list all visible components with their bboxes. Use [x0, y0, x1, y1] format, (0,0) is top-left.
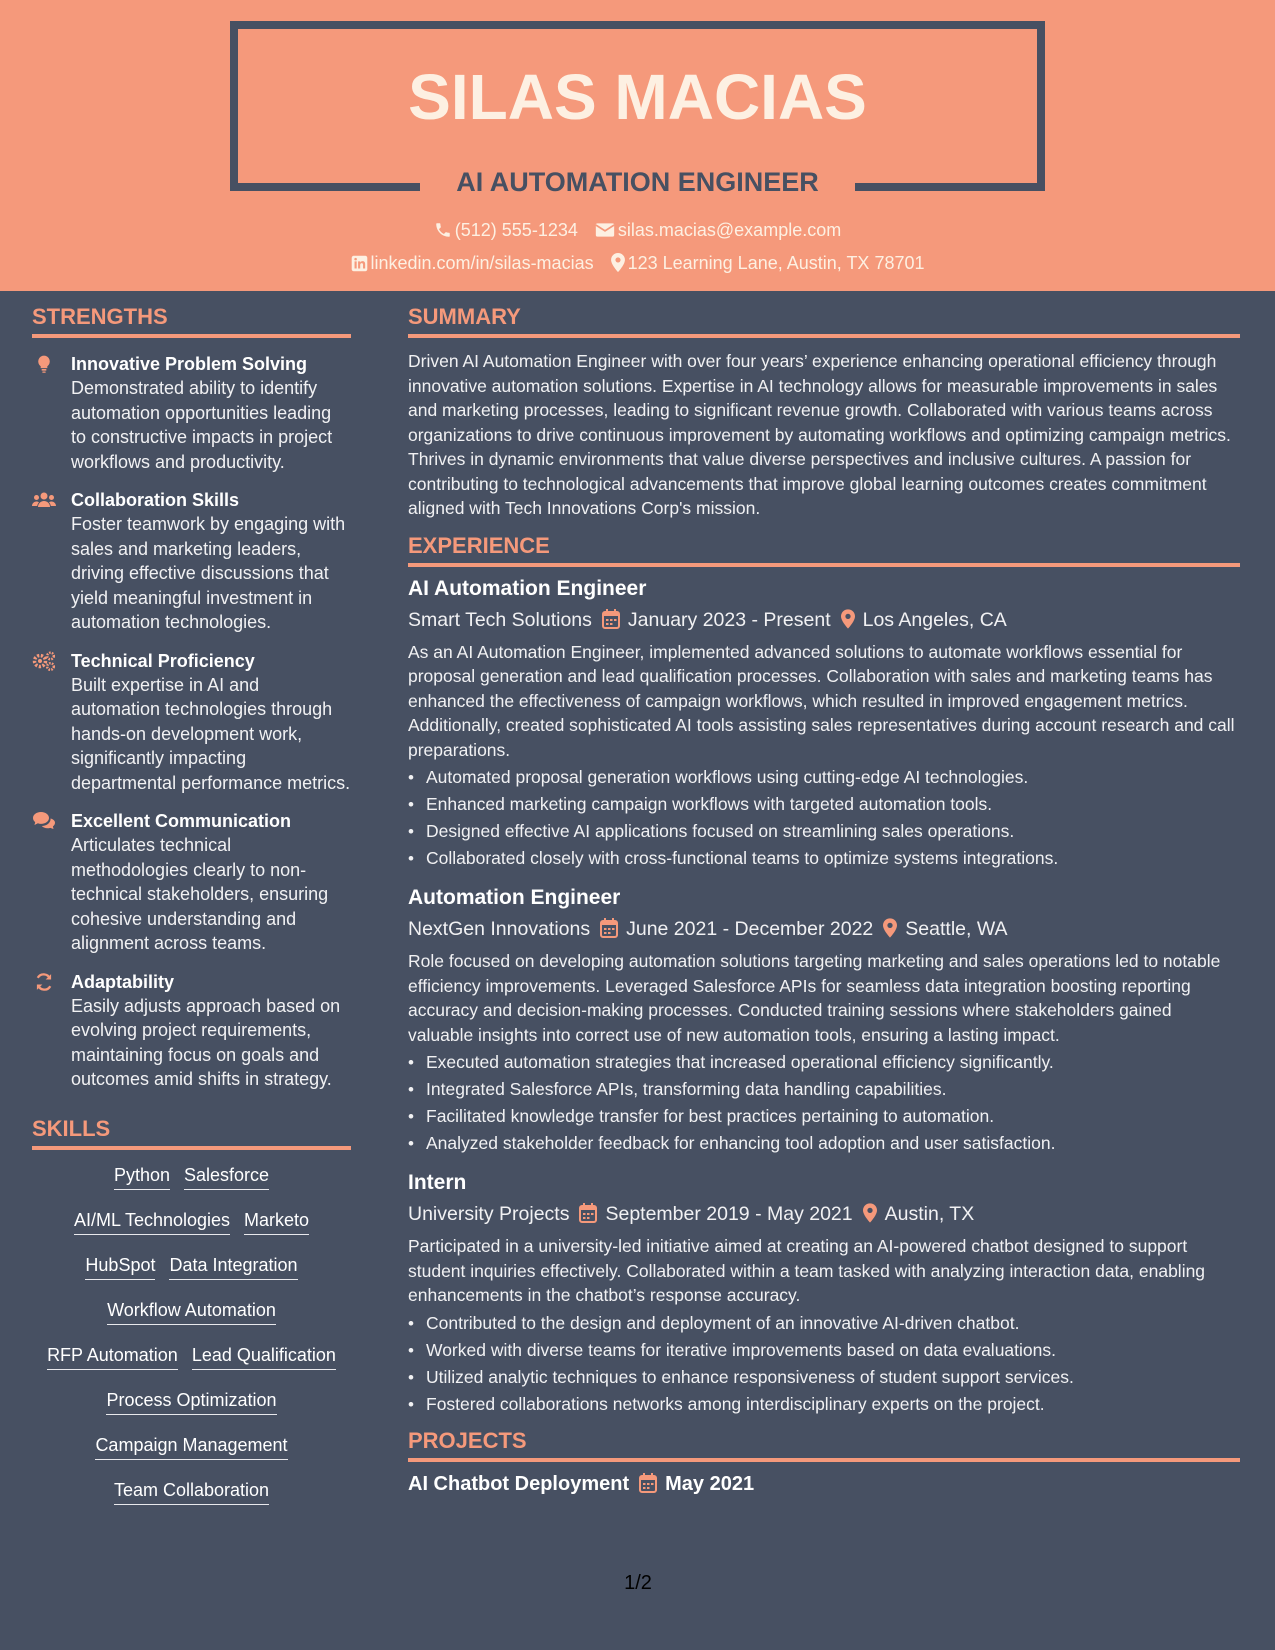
strength-desc: Foster teamwork by engaging with sales and marketing leaders, driving effective discussions that yield meaningful investment in automation technologies.	[71, 514, 346, 632]
job-bullet: • Integrated Salesforce APIs, transforming data handling capabilities.	[408, 1076, 1240, 1103]
skill-tag: Python	[114, 1164, 170, 1190]
job-location: Los Angeles, CA	[862, 608, 1007, 631]
project-date: May 2021	[665, 1472, 755, 1495]
sync-icon	[32, 972, 56, 992]
skill-tag: HubSpot	[85, 1254, 155, 1280]
skill-tag: Workflow Automation	[107, 1299, 276, 1325]
summary-text: Driven AI Automation Engineer with over four years’ experience enhancing operational efficiency through innovative automation solutions. Expertise in AI technology allows for measurable improvements in sales and marketing processes, leading to significant revenue growth. Collaborated with various teams across organizations to drive continuous improvement by automating workflows and optimizing campaign metrics. Thrives in dynamic environments that value diverse perspectives and inclusive cultures. A passion for contributing to technological advancements that improve global learning outcomes creates commitment aligned with Tech Innovations Corp's mission.	[408, 351, 1231, 518]
strength-title: Collaboration Skills	[71, 490, 240, 510]
skill-tag: Lead Qualification	[192, 1344, 336, 1370]
page-number: 1/2	[624, 1572, 652, 1594]
skill-tag: Salesforce	[184, 1164, 269, 1190]
summary-heading: SUMMARY	[408, 304, 1240, 338]
skill-tag: AI/ML Technologies	[74, 1209, 230, 1235]
project-title: AI Chatbot Deployment	[408, 1472, 630, 1495]
phone-icon	[434, 221, 452, 239]
strength-item	[32, 970, 351, 1092]
envelope-icon	[595, 221, 615, 239]
map-marker-icon	[863, 1203, 877, 1223]
job-bullets	[408, 764, 1240, 872]
address-item	[611, 253, 925, 274]
skill-tag: Marketo	[244, 1209, 309, 1235]
skill-row	[32, 1434, 351, 1459]
strengths-heading: STRENGTHS	[32, 304, 351, 338]
strength-title: Innovative Problem Solving	[71, 354, 308, 374]
job-dates: September 2019 - May 2021	[605, 1203, 853, 1225]
strength-desc: Built expertise in AI and automation technologies through hands-on development work, significantly impacting departmental performance metrics.	[71, 674, 351, 793]
candidate-name: SILAS MACIAS	[408, 61, 867, 133]
skill-row	[32, 1164, 351, 1189]
lightbulb-icon	[32, 354, 56, 374]
job-description: As an AI Automation Engineer, implemented advanced solutions to automate workflows essential for proposal generation and lead qualification processes. Collaboration with sales and marketing teams has enhanced the effectiveness of campaign workflows, which resulted in improved engagement metrics. Additionally, created sophisticated AI tools assisting sales representatives during account research and call preparations.	[408, 641, 1235, 760]
job-meta	[408, 606, 1240, 634]
right-column	[408, 304, 1240, 1498]
calendar-icon	[602, 609, 620, 629]
skill-tag: Data Integration	[169, 1254, 297, 1280]
skills-list	[32, 1164, 351, 1504]
skill-tag: Campaign Management	[95, 1434, 287, 1460]
phone-item	[434, 220, 578, 241]
strength-desc: Easily adjusts approach based on evolving project requirements, maintaining focus on goals and outcomes amid shifts in strategy.	[71, 995, 341, 1089]
frame-bottom-right	[855, 183, 1045, 191]
strength-item	[32, 649, 351, 796]
job-meta	[408, 1200, 1240, 1228]
contact-row-2	[0, 253, 1275, 274]
job-dates: June 2021 - December 2022	[626, 918, 874, 940]
skill-tag: Process Optimization	[106, 1389, 276, 1415]
email-text[interactable]: silas.macias@example.com	[617, 220, 842, 240]
skill-row	[32, 1209, 351, 1234]
skill-row	[32, 1254, 351, 1279]
job-company: Smart Tech Solutions	[408, 608, 592, 631]
phone-text[interactable]: (512) 555-1234	[454, 220, 578, 240]
linkedin-text[interactable]: linkedin.com/in/silas-macias	[370, 253, 594, 273]
skill-tag: RFP Automation	[47, 1344, 178, 1370]
email-item	[595, 220, 841, 241]
job-description: Participated in a university-led initiative aimed at creating an AI-powered chatbot designed to support student inquiries effectively. Collaborated within a team tasked with analyzing interaction data, enabling enhancements in the chatbot’s response accuracy.	[408, 1236, 1206, 1305]
job-bullet: • Collaborated closely with cross-functional teams to optimize systems integrations.	[408, 845, 1240, 872]
strength-title: Technical Proficiency	[71, 650, 255, 671]
skill-row	[32, 1479, 351, 1504]
job-title: Intern	[408, 1171, 467, 1194]
comments-icon	[32, 811, 56, 831]
calendar-icon	[579, 1203, 597, 1223]
job-bullets	[408, 1310, 1240, 1418]
job-bullet: • Executed automation strategies that increased operational efficiency significantly.	[408, 1049, 1240, 1076]
job-entry	[408, 575, 1240, 873]
projects-heading: PROJECTS	[408, 1428, 1240, 1462]
map-marker-icon	[611, 253, 625, 272]
job-bullet: • Facilitated knowledge transfer for best practices pertaining to automation.	[408, 1103, 1240, 1130]
users-icon	[32, 490, 56, 510]
strength-item	[32, 352, 351, 474]
job-bullet: • Designed effective AI applications focused on streamlining sales operations.	[408, 818, 1240, 845]
skill-tag: Team Collaboration	[114, 1479, 269, 1505]
left-column	[32, 304, 351, 1524]
contact-row-1	[0, 220, 1275, 241]
skills-heading: SKILLS	[32, 1116, 351, 1150]
linkedin-item	[351, 253, 594, 274]
job-title: Automation Engineer	[408, 886, 621, 909]
candidate-title: AI AUTOMATION ENGINEER	[456, 167, 819, 197]
job-entry	[408, 1169, 1240, 1418]
job-bullets	[408, 1049, 1240, 1157]
job-bullet: • Fostered collaborations networks among interdisciplinary experts on the project.	[408, 1391, 1240, 1418]
strength-desc: Articulates technical methodologies clearly to non-technical stakeholders, ensuring cohesive understanding and alignment across teams.	[71, 835, 329, 953]
job-location: Seattle, WA	[905, 918, 1008, 940]
job-bullet: • Analyzed stakeholder feedback for enhancing tool adoption and user satisfaction.	[408, 1130, 1240, 1157]
job-dates: January 2023 - Present	[627, 608, 831, 631]
map-marker-icon	[883, 918, 897, 938]
skill-row	[32, 1344, 351, 1369]
job-meta	[408, 915, 1240, 943]
job-title: AI Automation Engineer	[408, 576, 647, 600]
strength-item	[32, 488, 351, 635]
strength-title: Adaptability	[71, 971, 175, 992]
job-location: Austin, TX	[884, 1203, 975, 1225]
gears-icon	[32, 651, 56, 671]
job-bullet: • Worked with diverse teams for iterative improvements based on data evaluations.	[408, 1337, 1240, 1364]
job-bullet: • Contributed to the design and deployment of an innovative AI-driven chatbot.	[408, 1310, 1240, 1337]
job-company: NextGen Innovations	[408, 918, 591, 940]
calendar-icon	[600, 918, 618, 938]
skill-row	[32, 1299, 351, 1324]
skill-row	[32, 1389, 351, 1414]
job-entry	[408, 884, 1240, 1157]
project-entry	[408, 1470, 1240, 1498]
address-text: 123 Learning Lane, Austin, TX 78701	[627, 253, 925, 273]
map-marker-icon	[841, 609, 855, 629]
job-bullet: • Enhanced marketing campaign workflows with targeted automation tools.	[408, 791, 1240, 818]
strength-desc: Demonstrated ability to identify automation opportunities leading to constructive impacts in project workflows and productivity.	[71, 378, 333, 472]
job-description: Role focused on developing automation solutions targeting marketing and sales operations led to notable efficiency improvements. Leveraged Salesforce APIs for seamless data integration boosting reporting accuracy and decision-making processes. Conducted training sessions where stakeholders gained valuable insights into correct use of new automation tools, ensuring a lasting impact.	[408, 951, 1221, 1045]
calendar-icon	[639, 1473, 657, 1493]
strength-title: Excellent Communication	[71, 811, 292, 831]
job-bullet: • Automated proposal generation workflows using cutting-edge AI technologies.	[408, 764, 1240, 791]
strength-item	[32, 809, 351, 956]
job-bullet: • Utilized analytic techniques to enhance responsiveness of student support services.	[408, 1364, 1240, 1391]
job-company: University Projects	[408, 1203, 570, 1225]
experience-heading: EXPERIENCE	[408, 533, 1240, 567]
linkedin-icon	[351, 255, 368, 272]
frame-bottom-left	[230, 183, 420, 191]
